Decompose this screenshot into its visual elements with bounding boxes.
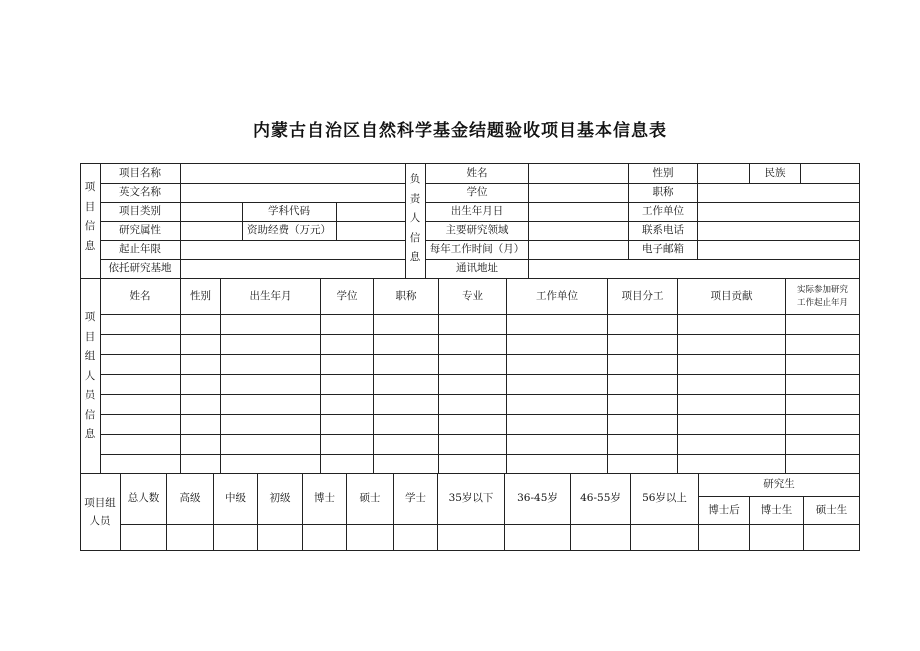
stats-header-total: 总人数: [127, 492, 160, 505]
leader-annual-months-field[interactable]: [529, 240, 628, 259]
subject-code-field[interactable]: [337, 202, 405, 221]
leader-title-field[interactable]: [698, 183, 859, 202]
member-header-division: 项目分工: [621, 289, 664, 302]
leader-info-section-label: 负 责 人 信 息: [409, 173, 421, 263]
stats-header-intermediate: 中级: [225, 492, 246, 505]
leader-name-field[interactable]: [529, 164, 628, 183]
research-base-field[interactable]: [181, 259, 405, 278]
leader-employer-label: 工作单位: [642, 204, 684, 217]
leader-gender-label: 性别: [652, 166, 674, 179]
leader-employer-field[interactable]: [698, 202, 859, 221]
stats-header-master-student: 硕士生: [815, 503, 848, 516]
member-header-period: 实际参加研究 工作起止年月: [796, 284, 848, 308]
leader-email-field[interactable]: [698, 240, 859, 259]
leader-title-label: 职称: [652, 185, 674, 198]
project-category-field[interactable]: [181, 202, 242, 221]
member-header-gender: 性别: [190, 289, 211, 302]
leader-degree-label: 学位: [466, 185, 488, 198]
member-header-name: 姓名: [129, 289, 151, 302]
leader-field-label: 主要研究领域: [445, 223, 509, 236]
english-name-label: 英文名称: [119, 185, 161, 198]
stats-header-bachelor: 学士: [405, 492, 426, 505]
project-info-section-label: 项 目 信 息: [84, 181, 96, 252]
leader-field-input[interactable]: [529, 221, 628, 240]
project-name-label: 项目名称: [119, 166, 161, 179]
subject-code-label: 学科代码: [268, 204, 310, 217]
page-title: 内蒙古自治区自然科学基金结题验收项目基本信息表: [253, 121, 667, 141]
leader-ethnicity-field[interactable]: [801, 164, 859, 183]
leader-birth-label: 出生年月日: [450, 204, 504, 217]
stats-header-46-55: 46-55岁: [580, 492, 621, 505]
stats-header-junior: 初级: [269, 492, 291, 505]
leader-phone-field[interactable]: [698, 221, 859, 240]
member-header-major: 专业: [462, 289, 483, 302]
period-field[interactable]: [181, 240, 405, 259]
stats-header-master: 硕士: [359, 492, 381, 505]
project-name-field[interactable]: [181, 164, 405, 183]
research-attribute-field[interactable]: [181, 221, 242, 240]
member-header-degree: 学位: [336, 289, 358, 302]
stats-header-over-56: 56岁以上: [642, 492, 687, 505]
leader-ethnicity-label: 民族: [764, 166, 786, 179]
leader-phone-label: 联系电话: [642, 223, 684, 236]
funding-label: 资助经费（万元）: [247, 223, 331, 236]
member-header-birth: 出生年月: [249, 289, 292, 302]
member-header-employer: 工作单位: [536, 289, 578, 302]
leader-name-label: 姓名: [466, 166, 488, 179]
research-attribute-label: 研究属性: [119, 223, 161, 236]
leader-degree-field[interactable]: [529, 183, 628, 202]
stats-header-under-35: 35岁以下: [448, 492, 494, 505]
stats-header-36-45: 36-45岁: [517, 492, 558, 505]
leader-email-label: 电子邮箱: [642, 242, 684, 255]
stats-header-phd: 博士: [314, 492, 335, 505]
stats-section-label: 项目组 人员: [84, 497, 116, 527]
member-header-contribution: 项目贡献: [710, 289, 753, 302]
stats-header-graduate: 研究生: [763, 478, 795, 491]
member-header-title: 职称: [395, 289, 417, 302]
period-label: 起止年限: [119, 242, 161, 255]
members-section-label: 项 目 组 人 员 信 息: [84, 311, 96, 440]
stats-header-senior: 高级: [179, 492, 201, 505]
leader-address-label: 通讯地址: [456, 261, 498, 274]
research-base-label: 依托研究基地: [108, 261, 172, 274]
leader-birth-field[interactable]: [529, 202, 628, 221]
stats-header-doctoral-student: 博士生: [760, 503, 793, 516]
project-category-label: 项目类别: [119, 204, 161, 217]
leader-address-field[interactable]: [529, 259, 859, 278]
english-name-field[interactable]: [181, 183, 405, 202]
funding-field[interactable]: [337, 221, 405, 240]
leader-gender-field[interactable]: [698, 164, 749, 183]
stats-header-postdoc: 博士后: [708, 503, 740, 516]
leader-annual-months-label: 每年工作时间（月）: [429, 242, 525, 255]
